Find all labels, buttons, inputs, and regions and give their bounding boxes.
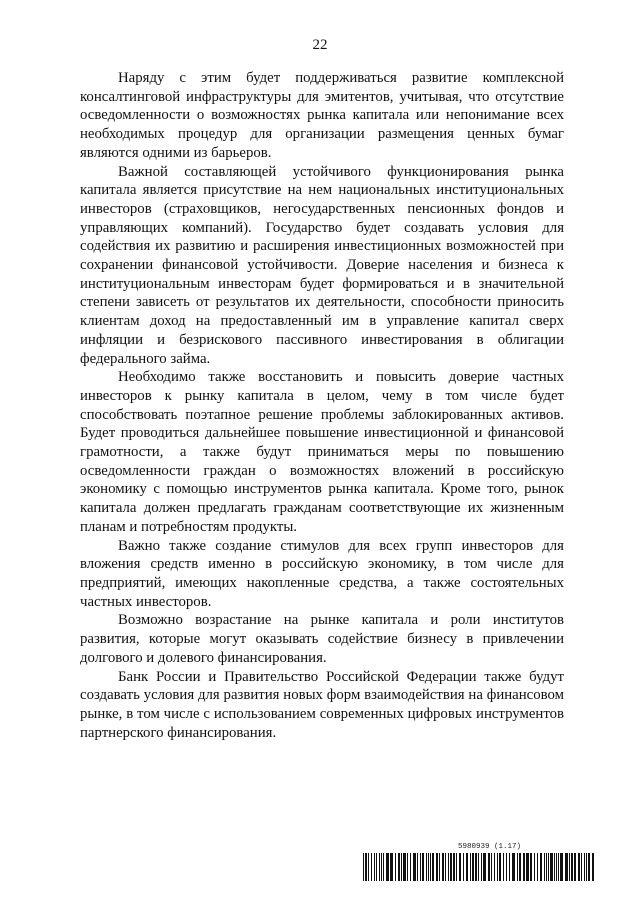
barcode-icon [363,853,595,881]
paragraph-private-investors-trust: Необходимо также восстановить и повысить доверие частных инвесторов к рынку капитала в целом, чему в том числе будет способствовать поэтапное решение проблемы заблокированных активов. Будет проводиться дальнейшее повышение инвестиционной и финансовой грамотности, а также будут приниматься меры по повышению осведомленности граждан о возможностях вложений в российскую экономику с помощью инструментов рынка капитала. Кроме того, рынок капитала должен предлагать гражданам соответствующие их жизненным планам и потребностям продукты. [80,369,564,535]
document-body [80,69,564,742]
paragraph-development-institutions: Возможно возрастание на рынке капитала и роли институтов развития, которые могут оказывать содействие бизнесу в привлечении долгового и долевого финансирования. [80,612,564,666]
paragraph-institutional-investors: Важной составляющей устойчивого функционирования рынка капитала является присутствие на нем национальных институциональных инвесторов (страховщиков, негосударственных пенсионных фондов и управляющих компаний). Государство будет создавать условия для содействия их развитию и расширения инвестиционных возможностей при сохранении финансовой устойчивости. Доверие населения и бизнеса к институциональным инвесторам будет формироваться и в значительной степени зависеть от результатов их деятельности, способности приносить клиентам доход на предоставленный им в управление капитал сверх инфляции и безрискового пассивного инвестирования в облигации федерального займа. [80,163,564,367]
document-code: 5980939 (1.17) [458,843,522,851]
paragraph-consulting-infrastructure: Наряду с этим будет поддерживаться развитие комплексной консалтинговой инфраструктуры для эмитентов, учитывая, что отсутствие осведомленности о возможностях рынка капитала или непонимание всех необходимых процедур для организации размещения ценных бумаг являются одними из барьеров. [80,70,564,161]
page-number: 22 [312,37,328,53]
paragraph-digital-partnership-finance: Банк России и Правительство Российской Федерации также будут создавать условия для развития новых форм взаимодействия на финансовом рынке, в том числе с использованием современных цифровых инструментов партнерского финансирования. [80,668,564,741]
paragraph-investment-incentives: Важно также создание стимулов для всех групп инвесторов для вложения средств именно в российскую экономику, в том числе для предприятий, имеющих накопленные средства, а также состоятельных частных инвесторов. [80,537,564,610]
